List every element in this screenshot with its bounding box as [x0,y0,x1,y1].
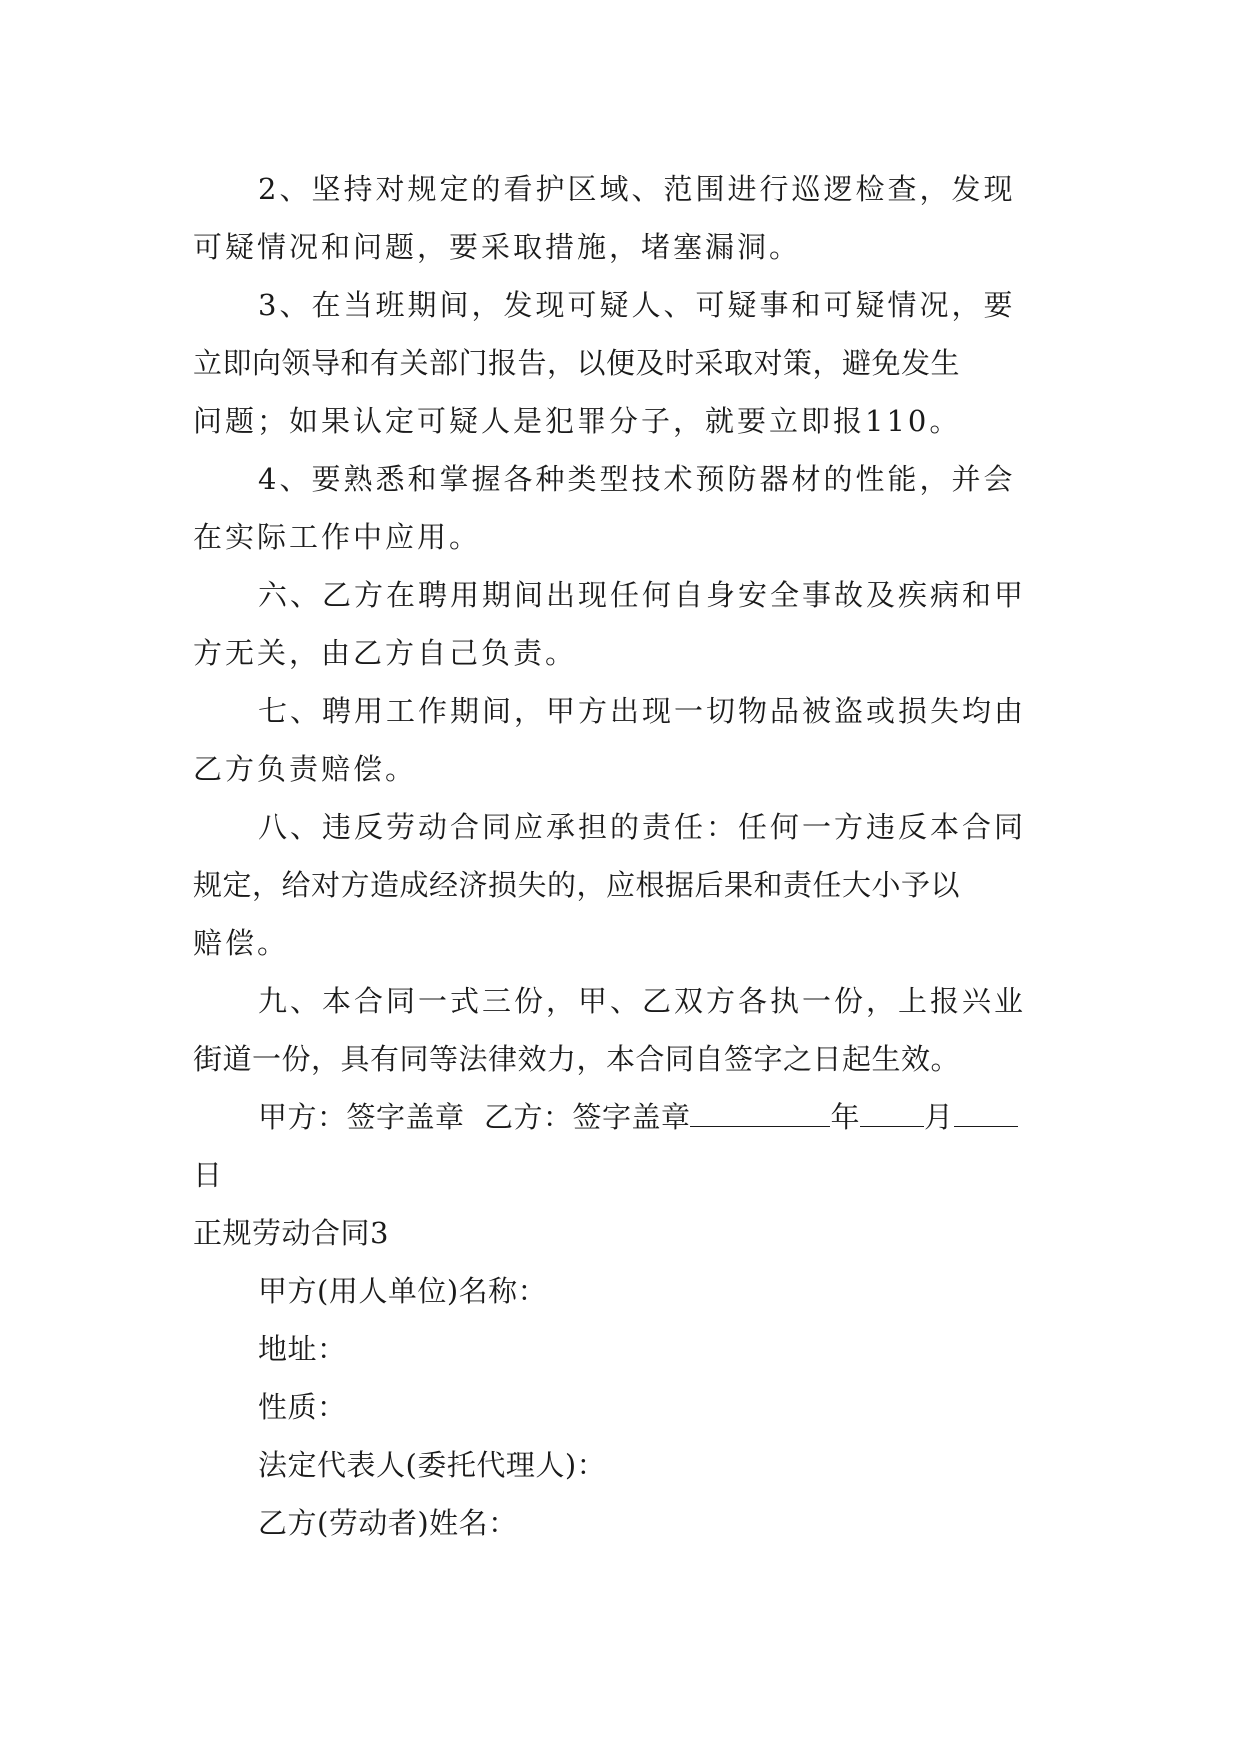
paragraph-line: 规定，给对方造成经济损失的，应根据后果和责任大小予以 [193,868,961,902]
paragraph-line: 赔偿。 [193,926,290,960]
year-label: 年 [830,1100,860,1134]
paragraph-line: 4、要熟悉和掌握各种类型技术预防器材的性能，并会 [258,462,1016,496]
year-blank [690,1102,830,1127]
paragraph-line: 八、违反劳动合同应承担的责任：任何一方违反本合同 [258,810,1027,844]
paragraph-line: 七、聘用工作期间，甲方出现一切物品被盗或损失均由 [258,694,1027,728]
document-body [193,160,1073,1552]
nature-field: 性质： [258,1390,347,1424]
address-field: 地址： [258,1332,347,1366]
party-b-signature: 乙方：签字盖章 [483,1100,691,1134]
month-label: 月 [923,1100,954,1134]
paragraph-line: 立即向领导和有关部门报告，以便及时采取对策，避免发生 [193,346,961,380]
party-a-signature: 甲方：签字盖章 [258,1100,465,1134]
paragraph-line: 在实际工作中应用。 [193,520,482,554]
signature-line [193,1088,1073,1146]
paragraph-line: 2、坚持对规定的看护区域、范围进行巡逻检查，发现 [258,172,1016,206]
section-title: 正规劳动合同3 [193,1216,389,1250]
paragraph-line: 问题；如果认定可疑人是犯罪分子，就要立即报110。 [193,404,962,438]
paragraph-line: 九、本合同一式三份，甲、乙双方各执一份，上报兴业 [258,984,1027,1018]
employer-name-field: 甲方(用人单位)名称： [258,1274,548,1308]
paragraph-line: 方无关，由乙方自己负责。 [193,636,578,670]
employee-name-field: 乙方(劳动者)姓名： [258,1506,518,1540]
paragraph-line: 可疑情况和问题，要采取措施，堵塞漏洞。 [193,230,802,264]
day-blank [954,1102,1018,1127]
paragraph-line: 乙方负责赔偿。 [193,752,418,786]
month-blank [860,1102,924,1127]
legal-representative-field: 法定代表人(委托代理人)： [258,1448,607,1482]
paragraph-line: 3、在当班期间，发现可疑人、可疑事和可疑情况，要 [258,288,1016,322]
paragraph-line: 街道一份，具有同等法律效力，本合同自签字之日起生效。 [193,1042,961,1076]
paragraph-line: 六、乙方在聘用期间出现任何自身安全事故及疾病和甲 [258,578,1027,612]
day-label: 日 [193,1158,226,1192]
